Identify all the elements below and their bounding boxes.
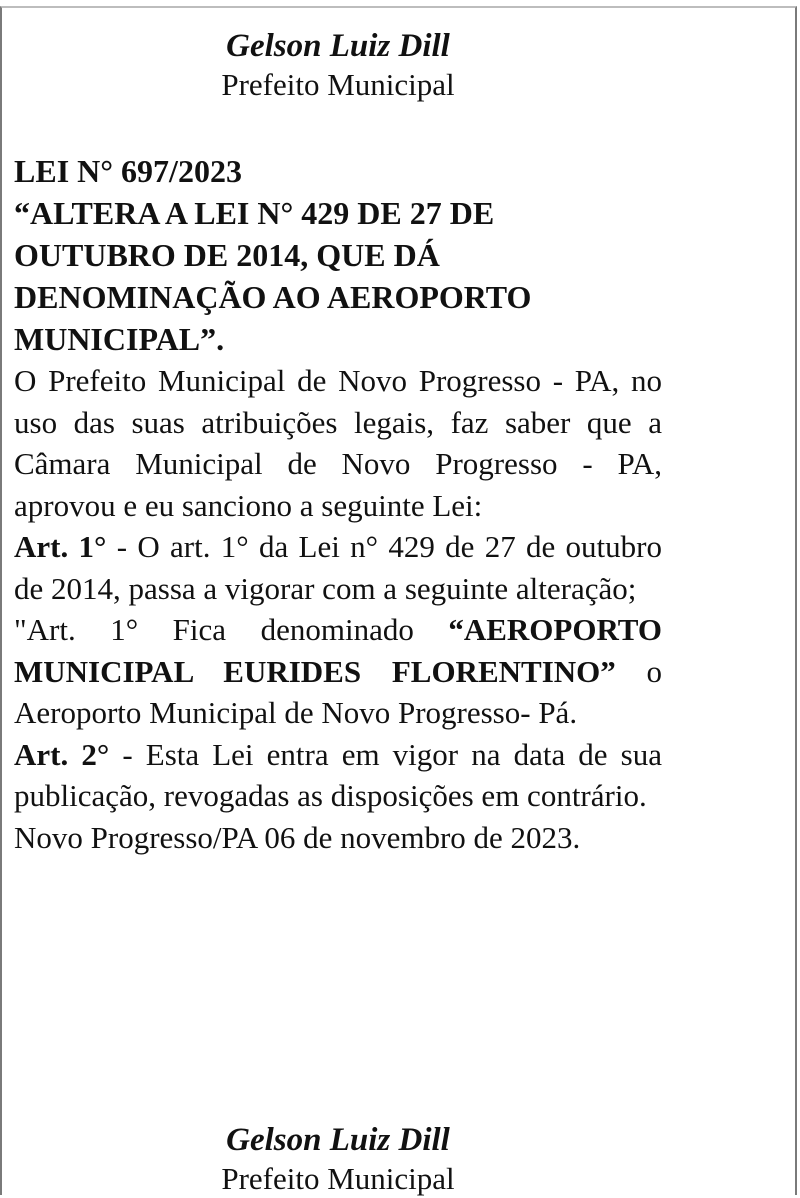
article-1-text: - O art. 1° da Lei n° 429 de 27 de outubro de 2014, passa a vigorar com a seguinte alteração;: [14, 529, 662, 606]
quoted-article-prefix: "Art. 1° Fica denominado: [14, 612, 449, 647]
article-1-label: Art. 1°: [14, 529, 107, 564]
document-frame: [0, 6, 797, 1195]
quoted-article-suffix: o Aeroporto Municipal de Novo Progresso- Pá.: [14, 653, 663, 730]
law-title: “ALTERA A LEI N° 429 DE 27 DE OUTUBRO DE 2014, QUE DÁ DENOMINAÇÃO AO AEROPORTO MUNICIPAL”.: [14, 195, 532, 357]
article-2-label: Art. 2°: [14, 736, 110, 772]
article-2-paragraph: [14, 734, 662, 817]
signer-name: Gelson Luiz Dill: [226, 28, 450, 64]
signature-block-top: [14, 26, 662, 104]
article-1-paragraph: [14, 526, 662, 609]
airport-name: “AEROPORTO MUNICIPAL EURIDES FLORENTINO”: [14, 612, 662, 689]
article-2-text: - Esta Lei entra em vigor na data de sua publicação, revogadas as disposições em contrário.: [14, 736, 662, 813]
signature-block-bottom: [14, 1120, 662, 1198]
place-date: Novo Progresso/PA 06 de novembro de 2023.: [14, 819, 581, 855]
law-number: LEI N° 697/2023: [14, 153, 242, 189]
signer-name: Gelson Luiz Dill: [226, 1122, 450, 1158]
preamble-paragraph: O Prefeito Municipal de Novo Progresso - PA, no uso das suas atribuições legais, faz saber que a Câmara Municipal de Novo Progresso - PA, aprovou e eu sanciono a seguinte Lei:: [14, 363, 662, 523]
signer-title: Prefeito Municipal: [221, 1161, 455, 1196]
quoted-article-paragraph: [14, 609, 662, 734]
law-body: [14, 360, 662, 858]
signer-title: Prefeito Municipal: [221, 67, 455, 102]
